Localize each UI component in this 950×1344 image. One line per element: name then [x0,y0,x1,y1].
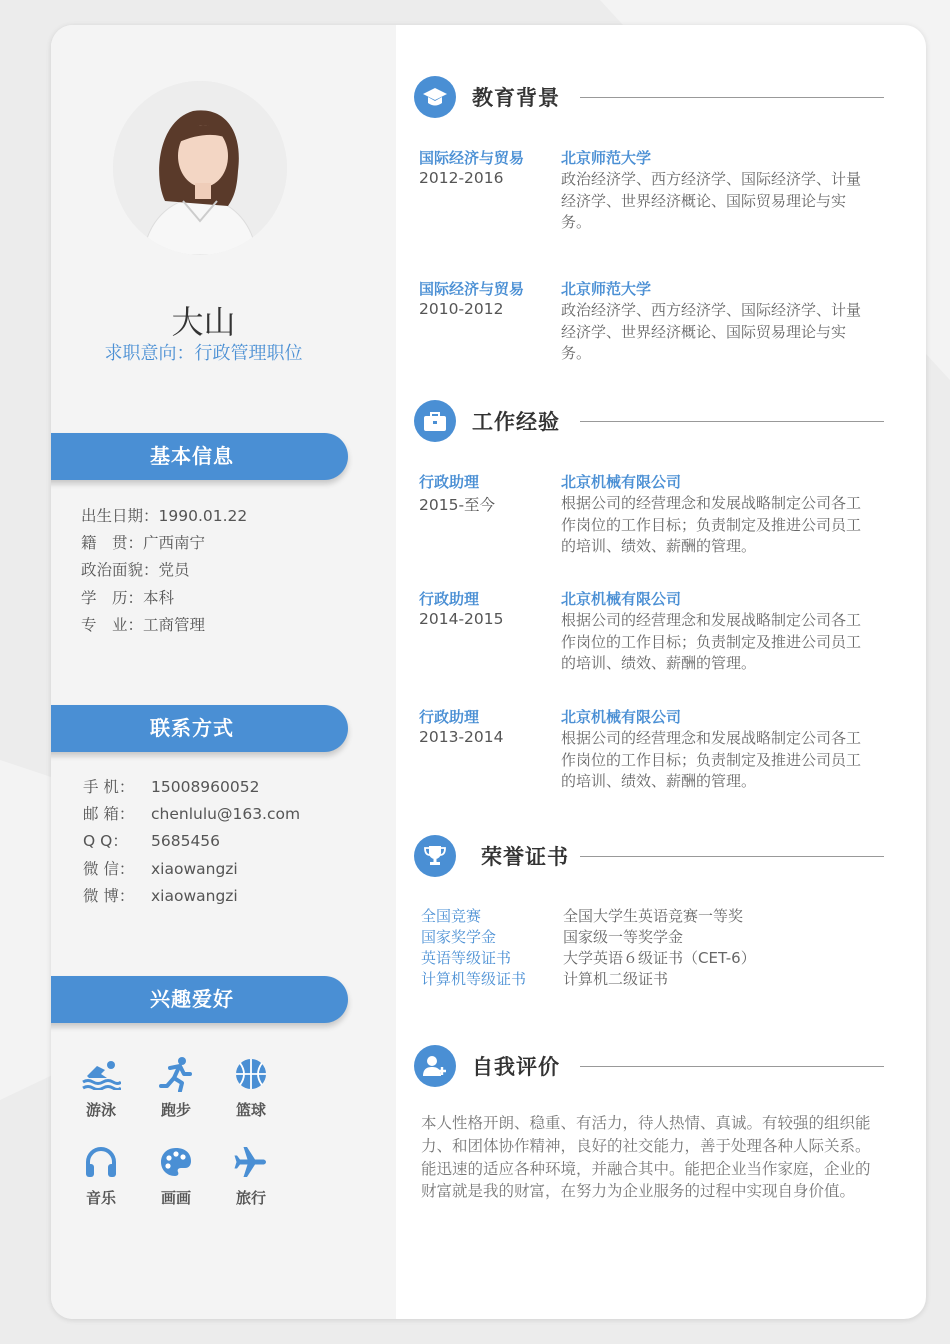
entry-major: 国际经济与贸易 [419,149,525,167]
row-label: 籍 贯： [81,534,144,553]
row-label: 微 信： [83,859,135,878]
honor-detail: 国家级一等奖学金 [563,928,684,946]
section-divider [580,421,884,422]
basic-info-row [81,503,247,530]
honor-row [421,905,891,926]
honor-category: 计算机等级证书 [421,970,527,988]
honor-detail: 计算机二级证书 [563,970,669,988]
entry-desc: 根据公司的经营理念和发展战略制定公司各工作岗位的工作目标；负责制定及推进公司员工的培训、绩效、薪酬的管理。 [561,611,862,672]
honor-row [421,968,891,989]
entry-period: 2010-2012 [419,300,504,318]
hobby-item [221,1143,281,1208]
row-value: 本科 [143,588,175,607]
entry-desc: 政治经济学、西方经济学、国际经济学、计量经济学、世界经济概论、国际贸易理论与实务。 [561,170,862,231]
honor-category: 全国竞赛 [421,907,482,925]
headphones-icon [71,1143,131,1181]
honors-header [414,835,884,879]
wechat-value: xiaowangzi [151,859,238,878]
contact-list [83,774,300,910]
hobbies-banner: 兴趣爱好 [51,976,348,1023]
row-label: 微 博： [83,886,135,905]
row-value: 1990.01.22 [158,507,248,525]
honors-list [421,905,891,989]
section-title: 教育背景 [472,86,560,110]
hobby-label: 游泳 [85,1101,116,1119]
qq-value: 5685456 [151,832,221,851]
weibo-value: xiaowangzi [151,886,238,905]
honor-row [421,947,891,968]
entry-period: 2012-2016 [419,169,504,187]
trophy-icon [414,835,456,877]
contact-banner: 联系方式 [51,705,348,752]
row-label: 政治面貌： [81,561,159,580]
section-divider [580,1066,884,1067]
contact-row [83,883,300,910]
entry-role: 行政助理 [419,590,480,608]
row-label: Q Q： [83,832,128,851]
basic-info-row [81,530,247,557]
self-eval-text: 本人性格开朗、稳重、有活力，待人热情、真诚。有较强的组织能力、和团体协作精神，良好的社交能力，善于处理各种人际关系。能迅速的适应各种环境，并融合其中。能把企业当作家庭，企业的财富就是我的财富，在努力为企业服务的过程中实现自身价值。 [421,1114,871,1201]
entry-school: 北京师范大学 [561,149,652,167]
entry-period: 2014-2015 [419,610,504,628]
job-intent [51,339,356,365]
avatar-portrait [113,81,287,255]
education-header [414,76,884,120]
entry-company: 北京机械有限公司 [561,708,682,726]
contact-row [83,801,300,828]
basic-info-list [81,503,247,639]
self-eval-header [414,1045,884,1089]
basic-info-row [81,585,247,612]
hobby-item [146,1143,206,1208]
user-add-icon [414,1045,456,1087]
hobby-label: 音乐 [85,1189,116,1207]
section-divider [580,97,884,98]
entry-company: 北京机械有限公司 [561,473,682,491]
entry-period: 2015-至今 [419,496,496,514]
entry-company: 北京机械有限公司 [561,590,682,608]
row-value: 广西南宁 [143,534,206,553]
hobby-item [146,1055,206,1120]
run-icon [146,1055,206,1093]
honor-category: 国家奖学金 [421,928,497,946]
hobby-label: 篮球 [235,1101,266,1119]
resume-page [51,25,926,1319]
candidate-name: 大山 [171,303,236,341]
section-divider [580,856,884,857]
graduation-cap-icon [414,76,456,118]
entry-desc: 根据公司的经营理念和发展战略制定公司各工作岗位的工作目标；负责制定及推进公司员工的培训、绩效、薪酬的管理。 [561,729,862,790]
basic-info-row [81,557,247,584]
entry-role: 行政助理 [419,708,480,726]
row-label: 手 机： [83,778,135,796]
section-title: 工作经验 [472,410,560,434]
hobby-item [71,1055,131,1120]
row-label: 出生日期： [81,507,159,525]
row-label: 邮 箱： [83,805,135,824]
swim-icon [71,1055,131,1093]
entry-major: 国际经济与贸易 [419,280,525,298]
basketball-icon [221,1055,281,1093]
phone-value: 15008960052 [151,778,260,796]
honor-detail: 大学英语６级证书（CET-6） [563,949,756,967]
row-label: 专 业： [81,615,144,634]
contact-row [83,856,300,883]
entry-role: 行政助理 [419,473,480,491]
hobby-label: 旅行 [235,1189,266,1207]
job-intent-value: 行政管理职位 [194,343,303,364]
entry-desc: 政治经济学、西方经济学、国际经济学、计量经济学、世界经济概论、国际贸易理论与实务。 [561,301,862,362]
row-value: 党员 [158,561,190,580]
section-title: 自我评价 [472,1055,560,1079]
entry-desc: 根据公司的经营理念和发展战略制定公司各工作岗位的工作目标；负责制定及推进公司员工的培训、绩效、薪酬的管理。 [561,494,862,555]
avatar [113,81,287,255]
palette-icon [146,1143,206,1181]
contact-row [83,828,300,855]
hobby-item [71,1143,131,1208]
contact-row [83,774,300,801]
airplane-icon [221,1143,281,1181]
hobby-label: 跑步 [160,1101,191,1119]
email-value: chenlulu@163.com [151,805,301,824]
honor-row [421,926,891,947]
basic-info-row [81,612,247,639]
honor-category: 英语等级证书 [421,949,512,967]
sidebar [51,25,396,1319]
honor-detail: 全国大学生英语竞赛一等奖 [563,907,744,925]
entry-school: 北京师范大学 [561,280,652,298]
row-label: 学 历： [81,588,144,607]
basic-info-banner: 基本信息 [51,433,348,480]
hobby-item [221,1055,281,1120]
briefcase-icon [414,400,456,442]
row-value: 工商管理 [143,615,206,634]
work-header [414,400,884,444]
section-title: 荣誉证书 [481,845,569,869]
entry-period: 2013-2014 [419,728,504,746]
job-intent-label: 求职意向： [104,343,195,364]
hobby-label: 画画 [160,1189,191,1207]
